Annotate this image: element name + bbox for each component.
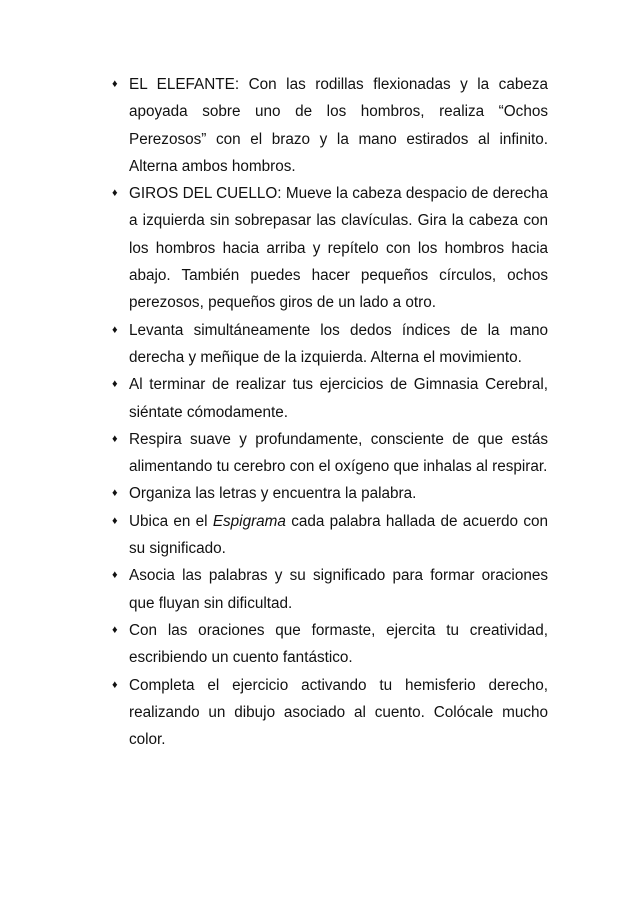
list-item-giros-cuello [112,180,548,316]
instruction-list [112,71,548,753]
list-item-text: Con las oraciones que formaste, ejercita tu creatividad, escribiendo un cuento fantástico. [129,621,548,667]
list-item-text: Al terminar de realizar tus ejercicios de Gimnasia Cerebral, siéntate cómodamente. [129,376,548,421]
diamond-bullet-icon: ♦ [112,432,118,445]
diamond-bullet-icon: ♦ [112,323,118,336]
diamond-bullet-icon: ♦ [112,378,118,391]
list-item-terminar [112,371,548,426]
espigrama-emphasis: Espigrama [212,512,286,530]
diamond-bullet-icon: ♦ [112,187,118,200]
diamond-bullet-icon: ♦ [112,487,118,500]
list-item-text [129,513,548,557]
list-item-text: Completa el ejercicio activando tu hemisferio derecho, realizando un dibujo asociado al cuento. Colócale mucho color. [129,676,548,749]
list-item-text: Organiza las letras y encuentra la palabra. [129,485,417,503]
list-item-text-before: Ubica en el [129,512,213,530]
list-item-asocia [112,562,548,617]
list-item-text: GIROS DEL CUELLO: Mueve la cabeza despacio de derecha a izquierda sin sobrepasar las clavículas. Gira la cabeza con los hombros hacia arriba y repítelo con los hombros hacia abajo. También puedes hacer pequeños círculos, ochos perezosos, pequeños giros de un lado a otro. [129,185,548,312]
list-item-text: Asocia las palabras y su significado para formar oraciones que fluyan sin dificultad. [129,567,548,612]
diamond-bullet-icon: ♦ [112,78,118,90]
list-item-organiza [112,480,548,507]
list-item-elefante [112,71,548,180]
list-item-text: Respira suave y profundamente, consciente de que estás alimentando tu cerebro con el oxígeno que inhalas al respirar. [129,430,548,476]
list-item-completa [112,672,548,754]
diamond-bullet-icon: ♦ [112,678,118,691]
list-item-oraciones [112,617,548,672]
list-item-text: Levanta simultáneamente los dedos índices de la mano derecha y meñique de la izquierda. Alterna el movimiento. [129,321,548,366]
diamond-bullet-icon: ♦ [112,623,118,636]
list-item-respira [112,426,548,481]
list-item-text-after: cada palabra hallada de acuerdo con su significado. [129,512,548,558]
diamond-bullet-icon: ♦ [112,514,118,527]
list-item-text: EL ELEFANTE: Con las rodillas flexionadas y la cabeza apoyada sobre uno de los hombros, realiza “Ochos Perezosos” con el brazo y la mano estirados al infinito. Alterna ambos hombros. [129,76,548,175]
list-item-ubica [112,508,548,563]
diamond-bullet-icon: ♦ [112,569,118,582]
list-item-dedos [112,317,548,372]
